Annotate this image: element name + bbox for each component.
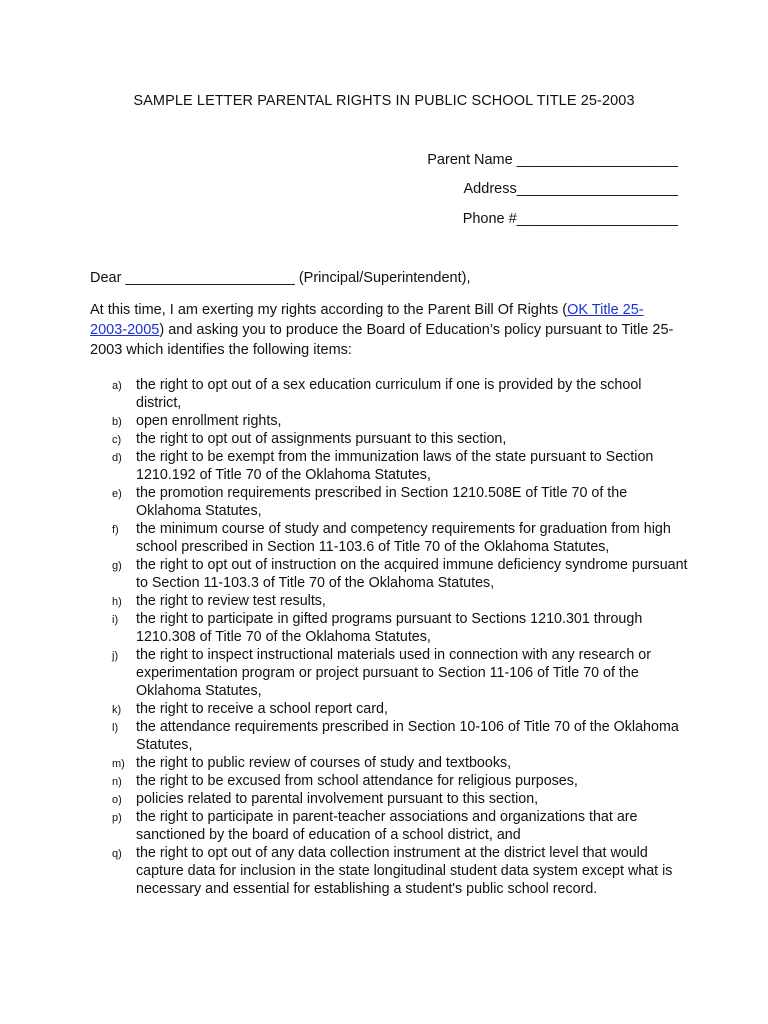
list-item [90, 808, 690, 844]
list-item-marker: d) [112, 452, 122, 464]
list-item [90, 754, 690, 772]
document-title: SAMPLE LETTER PARENTAL RIGHTS IN PUBLIC SCHOOL TITLE 25-2003 [133, 93, 635, 109]
list-item-text: the right to public review of courses of study and textbooks, [136, 755, 512, 771]
list-item [90, 376, 690, 412]
list-item-text: the promotion requirements prescribed in Section 1210.508E of Title 70 of the Oklahoma Statutes, [136, 485, 628, 519]
list-item-text: the right to be excused from school attendance for religious purposes, [136, 773, 578, 789]
list-item-marker: p) [112, 812, 122, 824]
list-item-text: policies related to parental involvement pursuant to this section, [136, 791, 539, 807]
list-item-text: the minimum course of study and competency requirements for graduation from high school prescribed in Section 11-103.6 of Title 70 of the Oklahoma Statutes, [136, 521, 671, 555]
list-item-marker: l) [112, 722, 119, 734]
list-item-text: the right to inspect instructional materials used in connection with any research or experimentation program or project pursuant to Section 11-106 of Title 70 of the Oklahoma Statutes, [136, 647, 651, 699]
list-item [90, 484, 690, 520]
list-item-marker: g) [112, 560, 122, 572]
list-item-text: the right to opt out of instruction on the acquired immune deficiency syndrome pursuant to Section 11-103.3 of Title 70 of the Oklahoma Statutes, [136, 557, 688, 591]
list-item-marker: e) [112, 488, 122, 500]
list-item-marker: b) [112, 416, 122, 428]
list-item [90, 448, 690, 484]
list-item [90, 772, 690, 790]
parent-name-field: Parent Name ____________________ [427, 152, 678, 168]
list-item-text: the right to participate in parent-teacher associations and organizations that are sanctioned by the board of education of a school district, and [136, 809, 638, 843]
list-item-text: the right to receive a school report card, [136, 701, 388, 717]
intro-text-after-link: ) and asking you to produce the Board of Education’s policy pursuant to Title 25-2003 which identifies the following items: [90, 322, 674, 358]
list-item [90, 646, 690, 700]
list-item-text: the attendance requirements prescribed in Section 10-106 of Title 70 of the Oklahoma Statutes, [136, 719, 679, 753]
list-item [90, 430, 690, 448]
list-item [90, 700, 690, 718]
list-item-marker: a) [112, 380, 122, 392]
list-item-marker: j) [112, 650, 119, 662]
list-item-text: the right to be exempt from the immunization laws of the state pursuant to Section 1210.192 of Title 70 of the Oklahoma Statutes, [136, 449, 654, 483]
list-item [90, 790, 690, 808]
address-field: Address____________________ [463, 181, 678, 197]
list-item-marker: q) [112, 848, 122, 860]
list-item-text: the right to participate in gifted programs pursuant to Sections 1210.301 through 1210.308 of Title 70 of the Oklahoma Statutes, [136, 611, 643, 645]
list-item-marker: i) [112, 614, 119, 626]
list-item-marker: o) [112, 794, 122, 806]
list-item-marker: h) [112, 596, 122, 608]
list-item-marker: k) [112, 704, 122, 716]
salutation: Dear _____________________ (Principal/Superintendent), [90, 270, 471, 286]
intro-paragraph [90, 300, 680, 360]
list-item-text: the right to opt out of any data collection instrument at the district level that would capture data for inclusion in the state longitudinal student data system except what is necessary and essential for establishing a student's public school record. [136, 845, 673, 897]
list-item-text: the right to opt out of assignments pursuant to this section, [136, 431, 507, 447]
list-item-text: the right to review test results, [136, 593, 326, 609]
list-item [90, 610, 690, 646]
list-item [90, 844, 690, 898]
list-item-marker: m) [112, 758, 125, 770]
phone-field: Phone #____________________ [462, 211, 678, 227]
list-item-marker: c) [112, 434, 122, 446]
list-item-text: open enrollment rights, [136, 413, 282, 429]
list-item [90, 520, 690, 556]
list-item [90, 412, 690, 430]
list-item [90, 556, 690, 592]
list-item-marker: f) [112, 524, 119, 536]
list-item [90, 592, 690, 610]
list-item [90, 718, 690, 754]
ok-title-link[interactable]: OK Title 25-2003-2005 [90, 302, 644, 338]
rights-list [90, 376, 690, 898]
intro-text-before-link: At this time, I am exerting my rights according to the Parent Bill Of Rights ( [90, 302, 568, 318]
list-item-marker: n) [112, 776, 122, 788]
list-item-text: the right to opt out of a sex education curriculum if one is provided by the school district, [136, 377, 642, 411]
